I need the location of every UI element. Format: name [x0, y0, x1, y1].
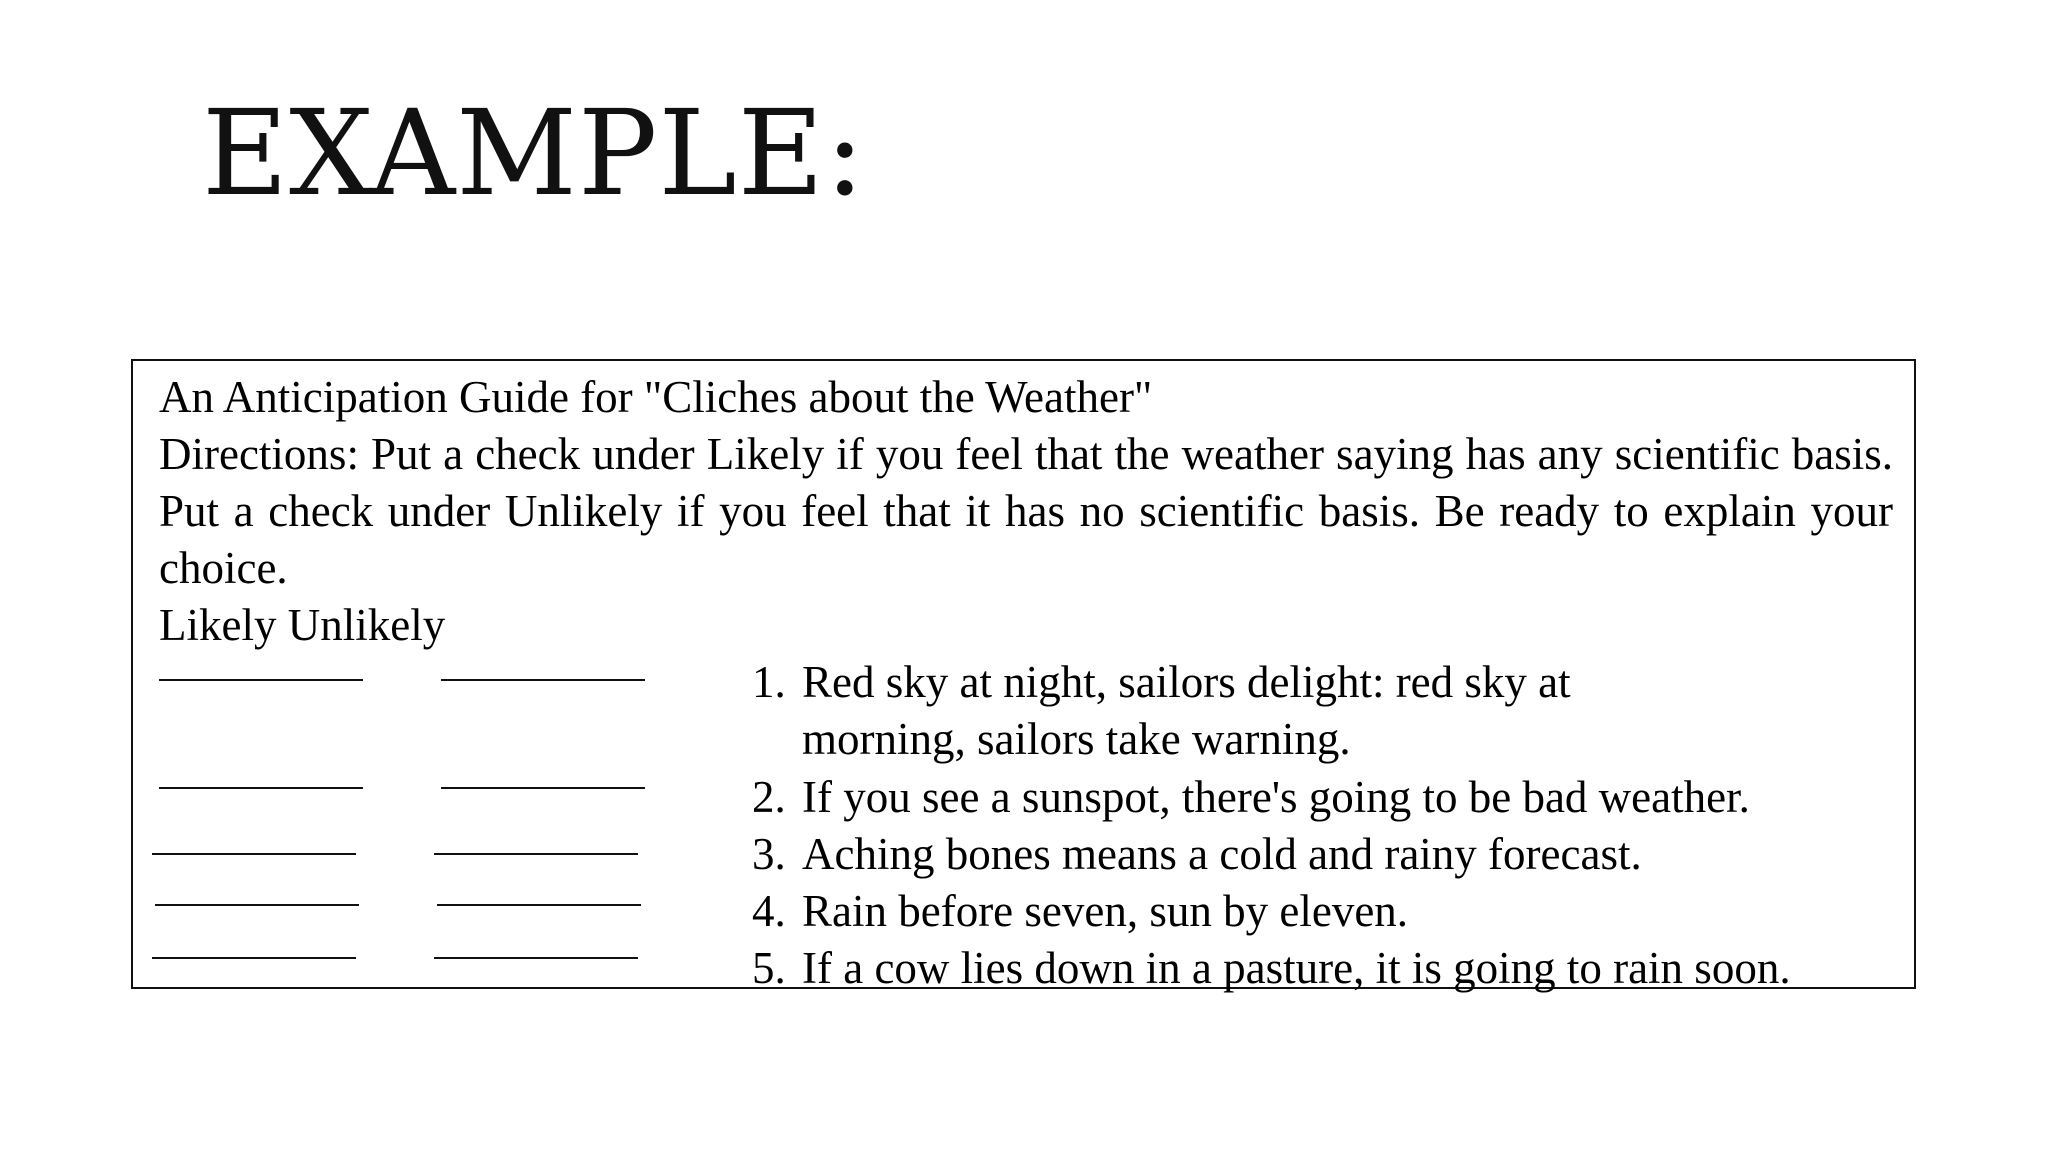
statement-text-continued: morning, sailors take warning. — [802, 714, 1351, 764]
statement-number: 5. — [752, 943, 786, 993]
statement-number: 2. — [752, 772, 786, 822]
unlikely-blank-3[interactable] — [434, 853, 638, 855]
statement-item — [752, 769, 1750, 826]
statement-number: 1. — [752, 657, 786, 707]
guide-heading: An Anticipation Guide for "Cliches about the Weather" — [159, 372, 1153, 422]
likely-blank-5[interactable] — [152, 957, 356, 959]
statement-item — [752, 883, 1408, 940]
likely-blank-1[interactable] — [159, 679, 363, 681]
anticipation-guide-box — [131, 359, 1916, 993]
statement-text: If you see a sunspot, there's going to be bad weather. — [802, 772, 1750, 822]
statement-number: 3. — [752, 829, 786, 879]
statement-item — [752, 654, 1571, 768]
unlikely-blank-4[interactable] — [437, 904, 641, 906]
statement-text: Aching bones means a cold and rainy forecast. — [802, 829, 1642, 879]
likely-blank-3[interactable] — [152, 853, 356, 855]
unlikely-blank-5[interactable] — [434, 957, 638, 959]
unlikely-blank-2[interactable] — [441, 787, 645, 789]
column-headers: Likely Unlikely — [159, 600, 446, 650]
slide-title: EXAMPLE: — [202, 84, 866, 222]
statement-text: Red sky at night, sailors delight: red sky at — [802, 657, 1571, 707]
statement-text: Rain before seven, sun by eleven. — [802, 886, 1409, 936]
statement-item — [752, 826, 1642, 883]
statement-item — [752, 940, 1791, 997]
guide-directions: Directions: Put a check under Likely if you feel that the weather saying has any scientific basis. Put a check under Unlikely if you feel that it has no scientific basis. Be ready to explain your choice. — [159, 429, 1893, 593]
statement-number: 4. — [752, 886, 786, 936]
likely-blank-4[interactable] — [155, 904, 359, 906]
unlikely-blank-1[interactable] — [441, 679, 645, 681]
statement-text: If a cow lies down in a pasture, it is going to rain soon. — [802, 943, 1791, 993]
likely-blank-2[interactable] — [159, 787, 363, 789]
